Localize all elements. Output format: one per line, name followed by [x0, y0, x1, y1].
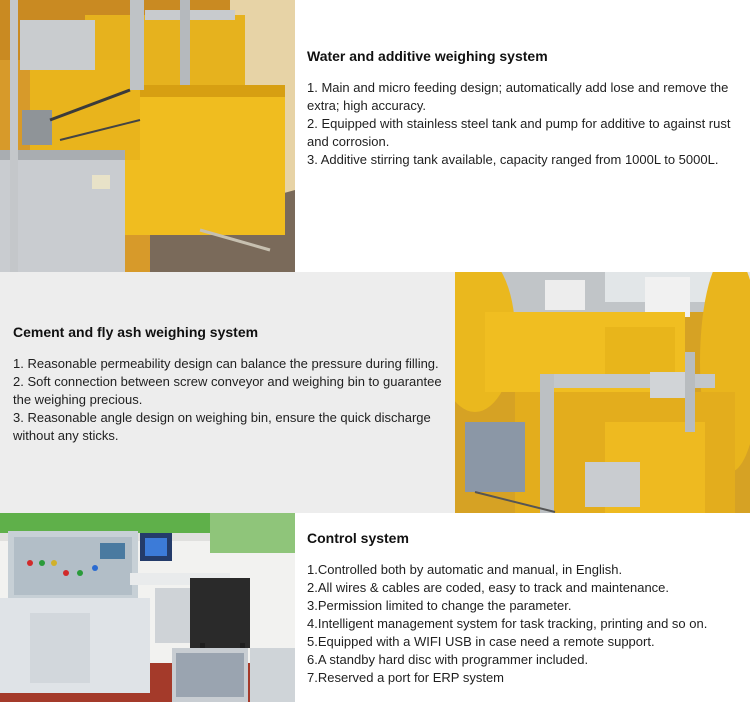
- list-item: 1. Reasonable permeability design can balance the pressure during filling.: [13, 356, 439, 371]
- list-item: 3. Reasonable angle design on weighing bin, ensure the quick discharge without any sticks.: [13, 410, 431, 443]
- feature-list: [13, 355, 445, 445]
- cement-flyash-section: [0, 272, 750, 513]
- list-item: 5.Equipped with a WIFI USB in case need a remote support.: [307, 634, 655, 649]
- feature-list: [307, 561, 743, 687]
- cement-flyash-text: [13, 323, 445, 445]
- section-heading: Water and additive weighing system: [307, 48, 548, 64]
- water-additive-photo: [0, 0, 295, 272]
- control-room-photo: [0, 513, 295, 702]
- list-item: 2. Equipped with stainless steel tank and pump for additive to against rust and corrosion.: [307, 116, 731, 149]
- list-item: 2. Soft connection between screw conveyor and weighing bin to guarantee the weighing precious.: [13, 374, 442, 407]
- water-additive-text: [307, 47, 743, 169]
- list-item: 4.Intelligent management system for task tracking, printing and so on.: [307, 616, 708, 631]
- list-item: 1.Controlled both by automatic and manual, in English.: [307, 562, 623, 577]
- water-additive-section: [0, 0, 750, 272]
- list-item: 1. Main and micro feeding design; automatically add lose and remove the extra; high accuracy.: [307, 80, 729, 113]
- feature-list: [307, 79, 743, 169]
- control-system-text: [307, 529, 743, 687]
- list-item: 7.Reserved a port for ERP system: [307, 670, 505, 685]
- list-item: 2.All wires & cables are coded, easy to track and maintenance.: [307, 580, 670, 595]
- list-item: 3. Additive stirring tank available, capacity ranged from 1000L to 5000L.: [307, 152, 719, 167]
- section-heading: Control system: [307, 530, 409, 546]
- list-item: 6.A standby hard disc with programmer included.: [307, 652, 589, 667]
- control-system-section: [0, 513, 750, 702]
- section-heading: Cement and fly ash weighing system: [13, 324, 259, 340]
- cement-flyash-photo: [455, 272, 750, 513]
- list-item: 3.Permission limited to change the parameter.: [307, 598, 572, 613]
